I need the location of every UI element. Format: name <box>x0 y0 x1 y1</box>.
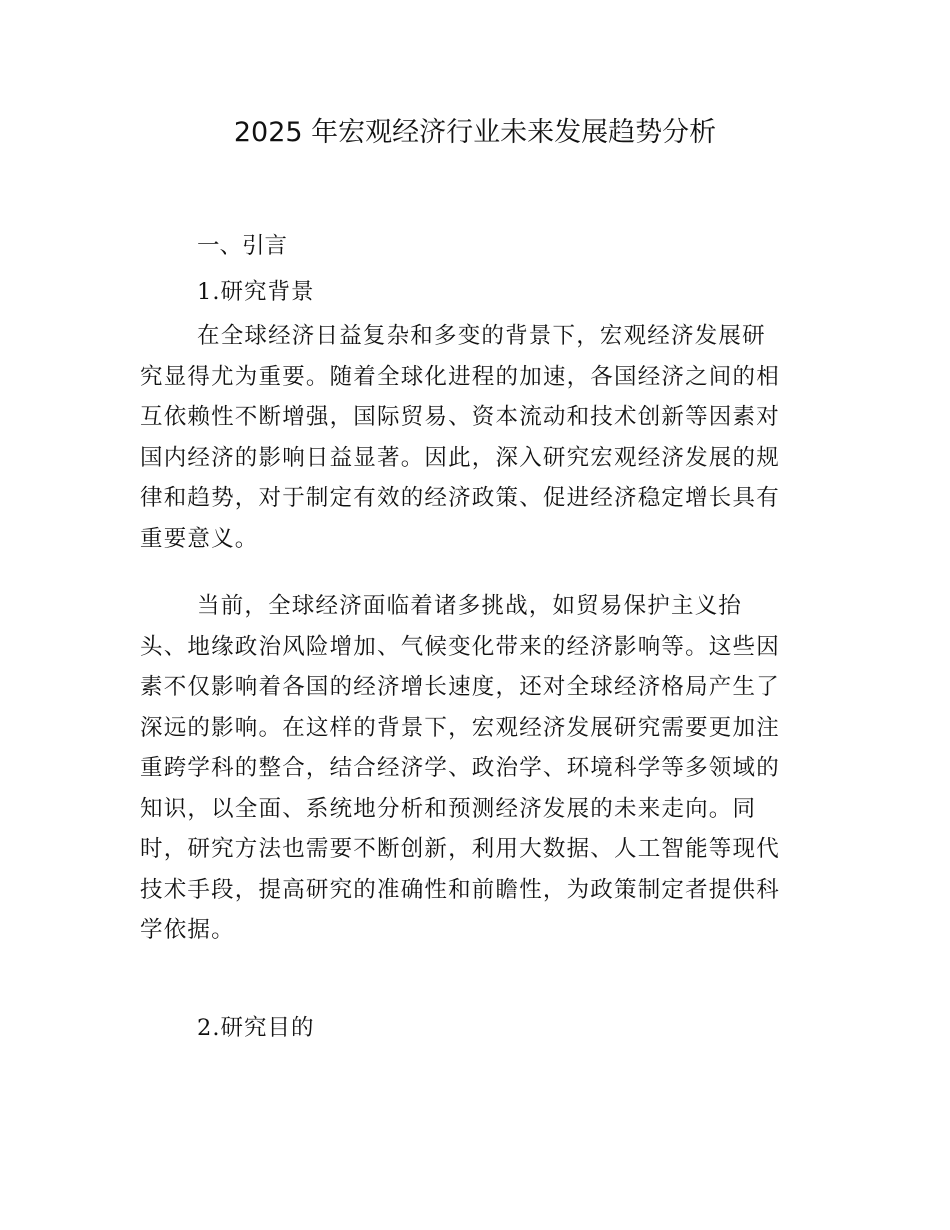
paragraph-line: 学依据。 <box>140 917 235 943</box>
section-heading-introduction: 一、引言 <box>197 233 288 259</box>
paragraph-background-1 <box>140 316 810 559</box>
paragraph-line: 重跨学科的整合，结合经济学、政治学、环境科学等多领域的 <box>140 755 780 781</box>
subsection-heading-research-purpose: 2.研究目的 <box>197 1015 315 1041</box>
subsection-heading-research-background: 1.研究背景 <box>197 279 315 305</box>
paragraph-line: 律和趋势，对于制定有效的经济政策、促进经济稳定增长具有 <box>140 485 780 511</box>
document-title: 2025 年宏观经济行业未来发展趋势分析 <box>233 117 717 148</box>
paragraph-line: 素不仅影响着各国的经济增长速度，还对全球经济格局产生了 <box>140 674 780 700</box>
paragraph-background-2 <box>140 586 810 951</box>
paragraph-line: 重要意义。 <box>140 525 259 552</box>
paragraph-line: 在全球经济日益复杂和多变的背景下，宏观经济发展研 <box>197 323 766 349</box>
paragraph-line: 头、地缘政治风险增加、气候变化带来的经济影响等。这些因 <box>140 633 780 660</box>
paragraph-line: 当前，全球经济面临着诸多挑战，如贸易保护主义抬 <box>197 593 743 619</box>
paragraph-line: 国内经济的影响日益显著。因此，深入研究宏观经济发展的规 <box>140 444 780 471</box>
paragraph-line: 技术手段，提高研究的准确性和前瞻性，为政策制定者提供科 <box>140 876 780 903</box>
paragraph-line: 知识，以全面、系统地分析和预测经济发展的未来走向。同 <box>140 795 757 822</box>
paragraph-line: 究显得尤为重要。随着全球化进程的加速，各国经济之间的相 <box>140 363 780 390</box>
paragraph-line: 互依赖性不断增强，国际贸易、资本流动和技术创新等因素对 <box>140 404 780 430</box>
paragraph-line: 深远的影响。在这样的背景下，宏观经济发展研究需要更加注 <box>140 714 780 741</box>
paragraph-line: 时，研究方法也需要不断创新，利用大数据、人工智能等现代 <box>140 836 780 862</box>
